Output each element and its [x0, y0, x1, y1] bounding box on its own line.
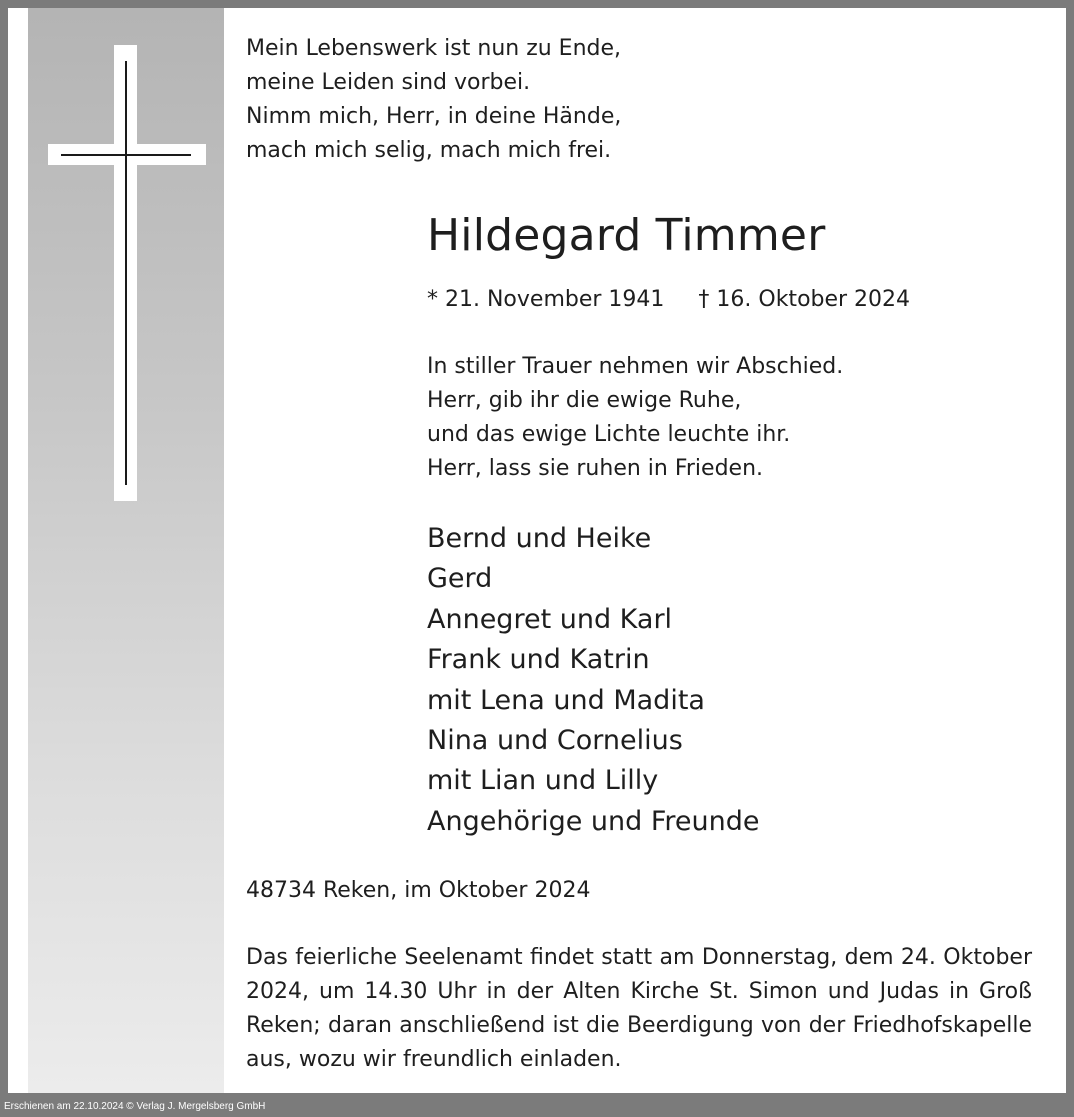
birth-date: * 21. November 1941 [427, 287, 665, 312]
obituary-card [8, 8, 1066, 1093]
cross-icon-line-vertical [125, 61, 127, 485]
publication-footer: Erschienen am 22.10.2024 © Verlag J. Mergelsberg GmbH [4, 1101, 266, 1112]
family-member: Nina und Cornelius [427, 725, 683, 757]
deceased-name: Hildegard Timmer [427, 210, 826, 261]
cross-icon-line-horizontal [61, 154, 191, 156]
family-member: Annegret und Karl [427, 603, 673, 635]
death-date: † 16. Oktober 2024 [698, 287, 911, 312]
family-member: Frank und Katrin [427, 644, 650, 676]
poem-line: mach mich selig, mach mich frei. [246, 138, 612, 163]
family-member: Gerd [427, 563, 493, 595]
prayer-line: Herr, lass sie ruhen in Frieden. [427, 456, 764, 481]
family-member: mit Lena und Madita [427, 684, 705, 716]
poem-line: meine Leiden sind vorbei. [246, 70, 531, 95]
poem-verse [246, 32, 621, 168]
service-announcement: Das feierliche Seelenamt findet statt am Donnerstag, dem 24. Oktober 2024, um 14.30 Uhr in der Alten Kirche St. Simon und Judas in Groß Reken; daran anschließend ist die Beerdigung von der Friedhofskapelle aus, wozu wir freundlich einladen. [246, 945, 1032, 1072]
life-dates [427, 284, 910, 316]
family-list [427, 519, 760, 842]
family-member: mit Lian und Lilly [427, 765, 659, 797]
prayer-line: und das ewige Lichte leuchte ihr. [427, 422, 791, 447]
place-date: 48734 Reken, im Oktober 2024 [246, 878, 591, 903]
family-member: Angehörige und Freunde [427, 805, 760, 837]
prayer-line: Herr, gib ihr die ewige Ruhe, [427, 388, 742, 413]
poem-line: Mein Lebenswerk ist nun zu Ende, [246, 36, 622, 61]
poem-line: Nimm mich, Herr, in deine Hände, [246, 104, 622, 129]
family-member: Bernd und Heike [427, 523, 652, 554]
prayer-text [427, 350, 843, 486]
prayer-line: In stiller Trauer nehmen wir Abschied. [427, 354, 844, 379]
